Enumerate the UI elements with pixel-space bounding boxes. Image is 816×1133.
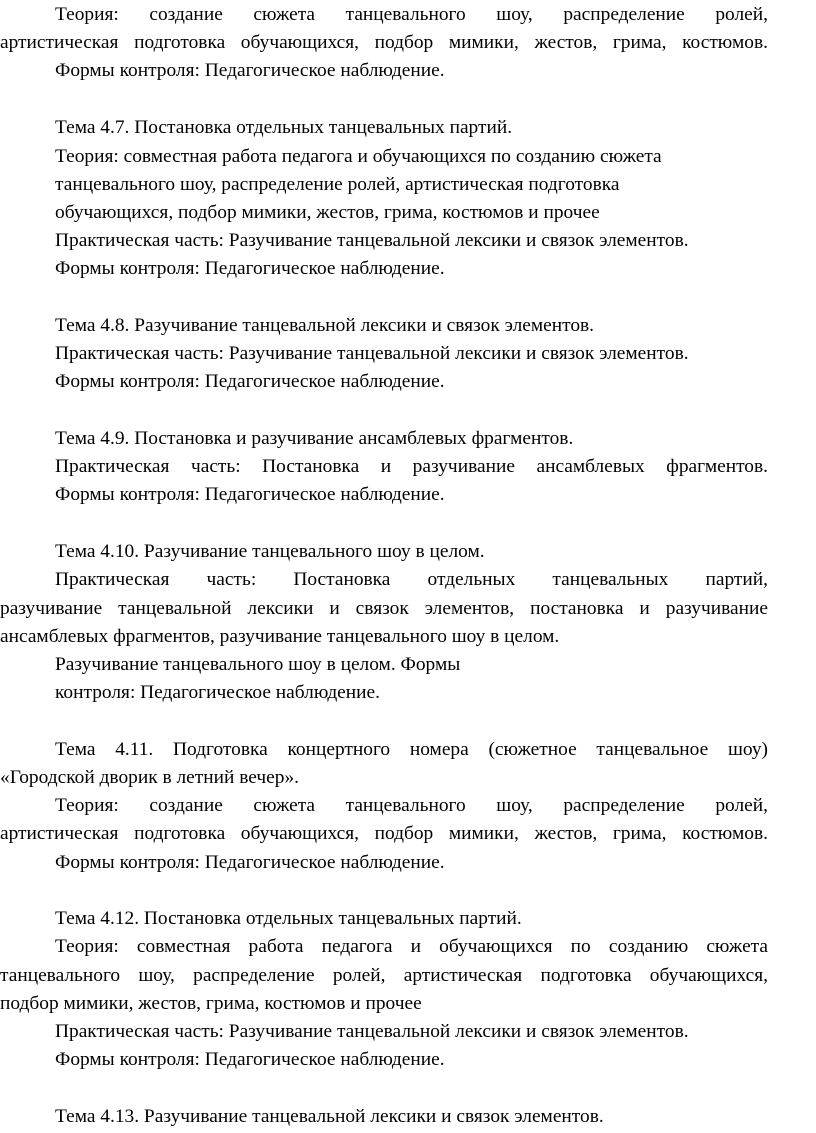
text-line: Формы контроля: Педагогическое наблюдение. [55, 1049, 445, 1070]
text-line: танцевального шоу, распределение ролей, артистическая подготовка [55, 174, 620, 195]
text-line: Практическая часть: Разучивание танцевальной лексики и связок элементов. [55, 1021, 689, 1042]
topic-heading: Тема 4.12. Постановка отдельных танцевальных партий. [55, 908, 522, 929]
text-line: Практическая часть: Постановка и разучивание ансамблевых фрагментов. [55, 456, 768, 477]
topic-heading: Тема 4.11. Подготовка концертного номера (сюжетное танцевальное шоу) [55, 739, 768, 760]
text-line: «Городской дворик в летний вечер». [0, 767, 299, 788]
text-line: обучающихся, подбор мимики, жестов, грима, костюмов и прочее [55, 202, 600, 223]
text-line: Разучивание танцевального шоу в целом. Формы [55, 654, 461, 675]
text-line: Теория: создание сюжета танцевального шоу, распределение ролей, [55, 4, 768, 25]
text-line: разучивание танцевальной лексики и связок элементов, постановка и разучивание [0, 598, 768, 619]
text-line: Практическая часть: Постановка отдельных танцевальных партий, [55, 569, 768, 590]
text-line: Формы контроля: Педагогическое наблюдение. [55, 60, 445, 81]
topic-heading: Тема 4.7. Постановка отдельных танцевальных партий. [55, 117, 513, 138]
text-line: Формы контроля: Педагогическое наблюдение. [55, 371, 445, 392]
text-line: Формы контроля: Педагогическое наблюдение. [55, 852, 445, 873]
text-line: ансамблевых фрагментов, разучивание танцевального шоу в целом. [0, 626, 560, 647]
text-line: Практическая часть: Разучивание танцевальной лексики и связок элементов. [55, 230, 689, 251]
topic-heading: Тема 4.13. Разучивание танцевальной лексики и связок элементов. [55, 1106, 604, 1127]
text-line: артистическая подготовка обучающихся, подбор мимики, жестов, грима, костюмов. [0, 823, 768, 844]
topic-heading: Тема 4.10. Разучивание танцевального шоу в целом. [55, 541, 485, 562]
text-line: подбор мимики, жестов, грима, костюмов и прочее [0, 993, 422, 1014]
topic-heading: Тема 4.8. Разучивание танцевальной лексики и связок элементов. [55, 315, 595, 336]
text-line: артистическая подготовка обучающихся, подбор мимики, жестов, грима, костюмов. [0, 32, 768, 53]
text-line: Практическая часть: Разучивание танцевальной лексики и связок элементов. [55, 343, 689, 364]
text-line: Формы контроля: Педагогическое наблюдение. [55, 258, 445, 279]
text-line: контроля: Педагогическое наблюдение. [55, 682, 380, 703]
text-line: танцевального шоу, распределение ролей, артистическая подготовка обучающихся, [0, 965, 768, 986]
text-line: Формы контроля: Педагогическое наблюдение. [55, 484, 445, 505]
text-line: Теория: создание сюжета танцевального шоу, распределение ролей, [55, 795, 768, 816]
text-line: Теория: совместная работа педагога и обучающихся по созданию сюжета [55, 936, 768, 957]
topic-heading: Тема 4.9. Постановка и разучивание ансамблевых фрагментов. [55, 428, 574, 449]
text-line: Теория: совместная работа педагога и обучающихся по созданию сюжета [55, 146, 662, 167]
